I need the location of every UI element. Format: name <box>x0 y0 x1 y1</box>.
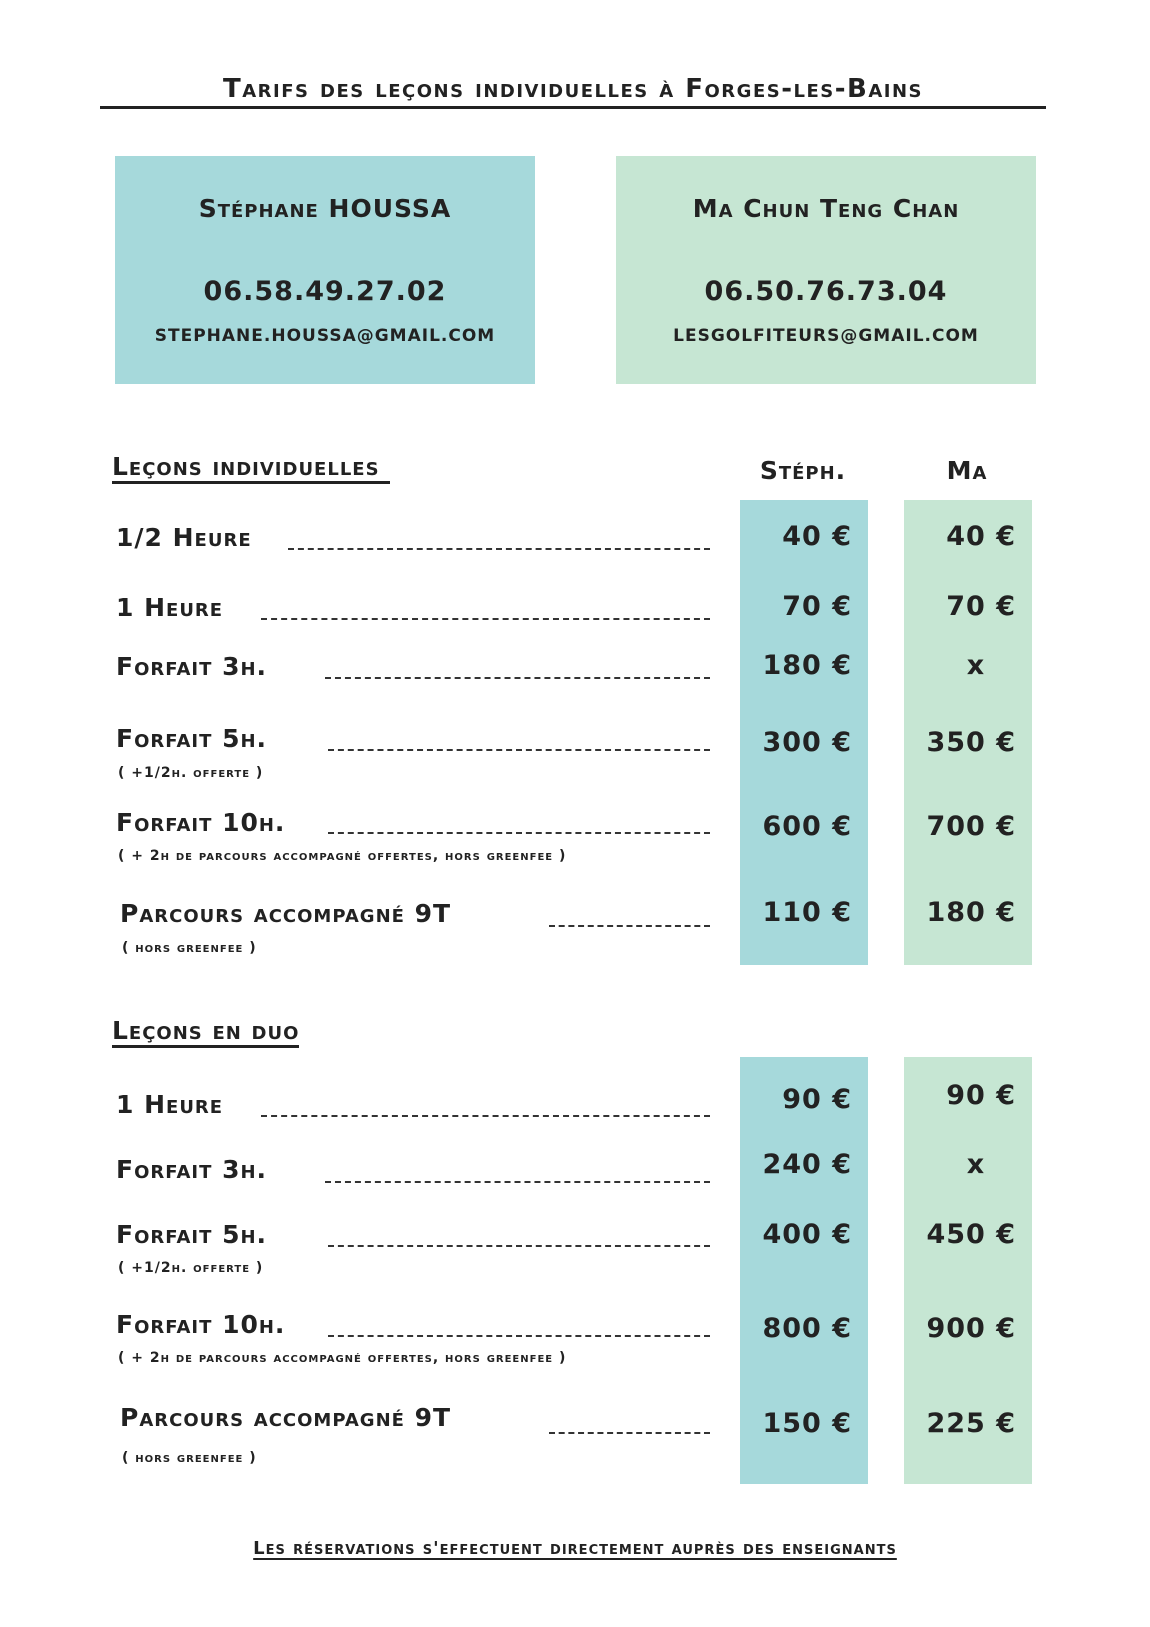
leader-dots <box>261 1115 710 1117</box>
row-label: Parcours accompagné 9T <box>120 1403 452 1432</box>
row-note: ( + 2h de parcours accompagné offertes, hors greenfee ) <box>118 1350 567 1366</box>
section-heading-individual: Leçons individuelles <box>112 452 390 484</box>
price-ma: 450 € <box>926 1219 1016 1250</box>
instructor-email[interactable]: STEPHANE.HOUSSA@GMAIL.COM <box>154 326 496 346</box>
page-title: Tarifs des leçons individuelles à Forges-les-Bains <box>100 74 1046 109</box>
leader-dots <box>325 1181 710 1183</box>
instructor-name: Stéphane HOUSSA <box>198 194 452 223</box>
footer-note: Les réservations s'effectuent directement auprès des enseignants <box>253 1538 897 1559</box>
price-steph: 70 € <box>782 591 852 622</box>
leader-dots <box>328 749 710 751</box>
price-ma: x <box>966 650 986 681</box>
price-ma: 225 € <box>926 1408 1016 1439</box>
row-note: ( + 2h de parcours accompagné offertes, hors greenfee ) <box>118 848 567 864</box>
row-note: ( +1/2h. offerte ) <box>118 1260 264 1276</box>
row-note: ( hors greenfee ) <box>122 1450 257 1466</box>
leader-dots <box>288 548 710 550</box>
price-steph: 110 € <box>762 897 852 928</box>
row-label: Forfait 5h. <box>116 724 268 753</box>
price-steph: 400 € <box>762 1219 852 1250</box>
section-heading-duo: Leçons en duo <box>112 1016 299 1048</box>
price-ma: 350 € <box>926 727 1016 758</box>
row-label: Forfait 10h. <box>116 808 286 837</box>
price-ma: 40 € <box>946 521 1016 552</box>
instructor-phone[interactable]: 06.50.76.73.04 <box>704 276 948 307</box>
price-ma: 700 € <box>926 811 1016 842</box>
leader-dots <box>261 618 710 620</box>
price-steph: 180 € <box>762 650 852 681</box>
price-ma: 90 € <box>946 1080 1016 1111</box>
price-ma: 70 € <box>946 591 1016 622</box>
row-label: Parcours accompagné 9T <box>120 899 452 928</box>
price-steph: 300 € <box>762 727 852 758</box>
leader-dots <box>549 925 710 927</box>
row-label: Forfait 10h. <box>116 1310 286 1339</box>
leader-dots <box>325 677 710 679</box>
leader-dots <box>328 1245 710 1247</box>
price-ma: 900 € <box>926 1313 1016 1344</box>
price-steph: 150 € <box>762 1408 852 1439</box>
row-label: 1 Heure <box>116 593 224 622</box>
row-label: Forfait 5h. <box>116 1220 268 1249</box>
instructor-name: Ma Chun Teng Chan <box>692 194 960 223</box>
row-label: 1/2 Heure <box>116 523 252 552</box>
leader-dots <box>549 1432 710 1434</box>
instructor-card-ma <box>616 156 1036 384</box>
leader-dots <box>328 1335 710 1337</box>
row-label: Forfait 3h. <box>116 1155 268 1184</box>
instructor-phone[interactable]: 06.58.49.27.02 <box>203 276 447 307</box>
column-header-steph: Stéph. <box>759 456 847 485</box>
leader-dots <box>328 832 710 834</box>
instructor-card-stephane <box>115 156 535 384</box>
row-note: ( hors greenfee ) <box>122 940 257 956</box>
row-label: Forfait 3h. <box>116 652 268 681</box>
row-note: ( +1/2h. offerte ) <box>118 765 264 781</box>
instructor-email[interactable]: LESGOLFITEURS@GMAIL.COM <box>673 326 979 346</box>
price-ma: 180 € <box>926 897 1016 928</box>
price-steph: 800 € <box>762 1313 852 1344</box>
price-steph: 600 € <box>762 811 852 842</box>
column-header-ma: Ma <box>946 456 988 485</box>
price-steph: 240 € <box>762 1149 852 1180</box>
price-ma: x <box>966 1149 986 1180</box>
price-steph: 40 € <box>782 521 852 552</box>
row-label: 1 Heure <box>116 1090 224 1119</box>
price-steph: 90 € <box>782 1084 852 1115</box>
